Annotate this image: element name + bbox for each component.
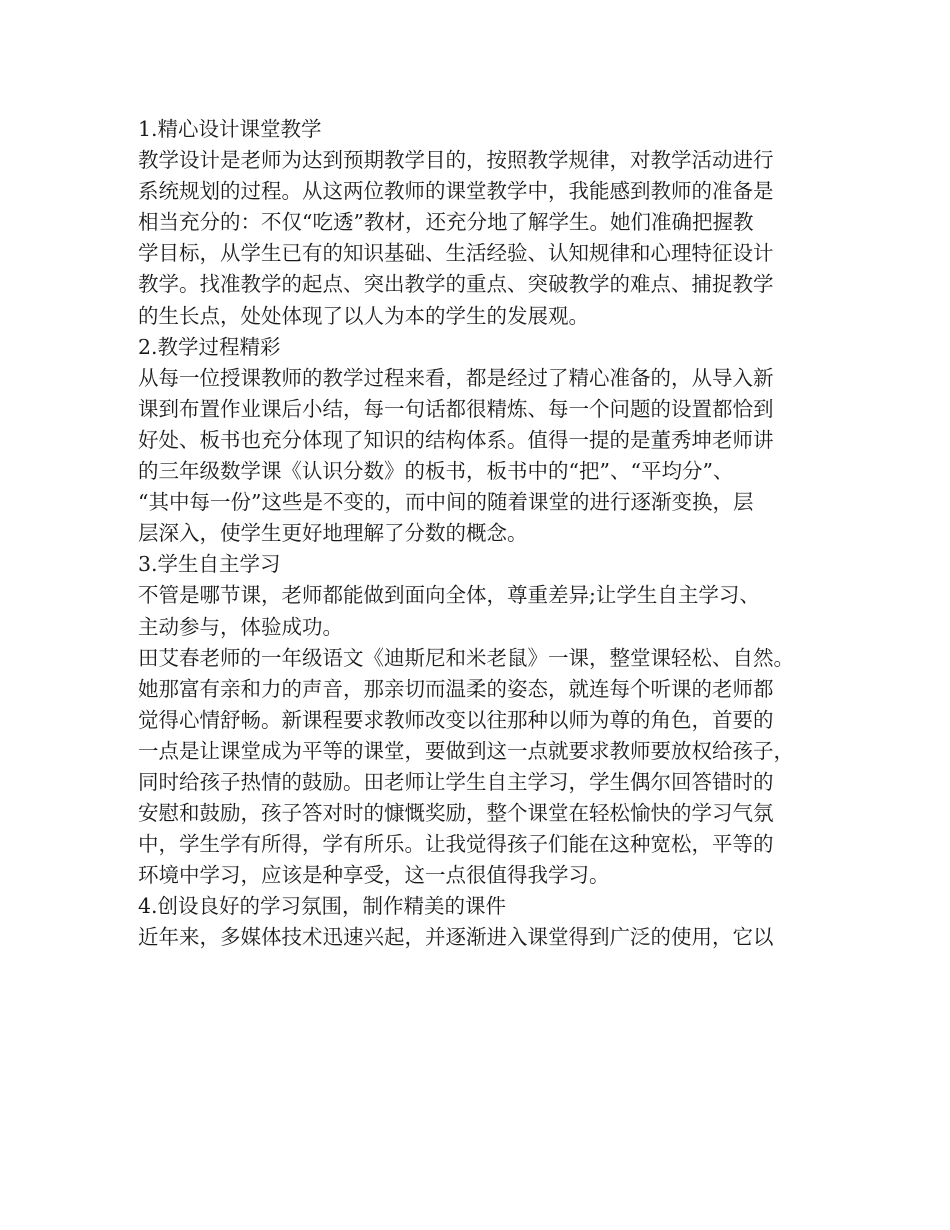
paragraph-line: 从每一位授课教师的教学过程来看，都是经过了精心准备的，从导入新 <box>138 365 774 390</box>
paragraph-line: 觉得心情舒畅。新课程要求教师改变以往那种以师为尊的角色，首要的 <box>138 707 774 732</box>
paragraph-line: 不管是哪节课，老师都能做到面向全体，尊重差异;让学生自主学习、 <box>138 583 760 608</box>
section-heading-2: 2.教学过程精彩 <box>138 334 281 359</box>
paragraph-line: 层深入，使学生更好地理解了分数的概念。 <box>138 521 528 546</box>
paragraph-line: 相当充分的：不仅“吃透”教材，还充分地了解学生。她们准确把握教 <box>138 210 754 235</box>
paragraph-line: 田艾春老师的一年级语文《迪斯尼和米老鼠》一课，整堂课轻松、自然。 <box>138 645 794 670</box>
paragraph-line: 中，学生学有所得，学有所乐。让我觉得孩子们能在这种宽松，平等的 <box>138 832 774 857</box>
paragraph-line: 系统规划的过程。从这两位教师的课堂教学中，我能感到教师的准备是 <box>138 179 774 204</box>
paragraph-line: 近年来，多媒体技术迅速兴起，并逐渐进入课堂得到广泛的使用，它以 <box>138 925 774 950</box>
paragraph-line: 教学。找准教学的起点、突出教学的重点、突破教学的难点、捕捉教学 <box>138 272 774 297</box>
section-heading-3: 3.学生自主学习 <box>138 552 281 577</box>
paragraph-line: 教学设计是老师为达到预期教学目的，按照教学规律，对教学活动进行 <box>138 148 774 173</box>
paragraph-line: 课到布置作业课后小结，每一句话都很精炼、每一个问题的设置都恰到 <box>138 396 774 421</box>
paragraph-line: 同时给孩子热情的鼓励。田老师让学生自主学习，学生偶尔回答错时的 <box>138 769 774 794</box>
document-body <box>138 114 828 954</box>
paragraph-line: 主动参与，体验成功。 <box>138 614 343 639</box>
paragraph-line: 她那富有亲和力的声音，那亲切而温柔的姿态，就连每个听课的老师都 <box>138 676 774 701</box>
section-heading-1: 1.精心设计课堂教学 <box>138 117 322 141</box>
paragraph-line: 的生长点，处处体现了以人为本的学生的发展观。 <box>138 303 589 328</box>
paragraph-line: 好处、板书也充分体现了知识的结构体系。值得一提的是董秀坤老师讲 <box>138 427 774 452</box>
section-heading-4: 4.创设良好的学习氛围，制作精美的课件 <box>138 894 507 919</box>
paragraph-line: 的三年级数学课《认识分数》的板书，板书中的“把”、“平均分”、 <box>138 459 734 484</box>
paragraph-line: 安慰和鼓励，孩子答对时的慷慨奖励，整个课堂在轻松愉快的学习气氛 <box>138 801 774 826</box>
paragraph-line: “其中每一份”这些是不变的，而中间的随着课堂的进行逐渐变换，层 <box>138 490 754 515</box>
paragraph-line: 环境中学习，应该是种享受，这一点很值得我学习。 <box>138 863 610 888</box>
paragraph-line: 学目标，从学生已有的知识基础、生活经验、认知规律和心理特征设计 <box>138 241 774 266</box>
paragraph-line: 一点是让课堂成为平等的课堂，要做到这一点就要求教师要放权给孩子， <box>138 738 794 763</box>
